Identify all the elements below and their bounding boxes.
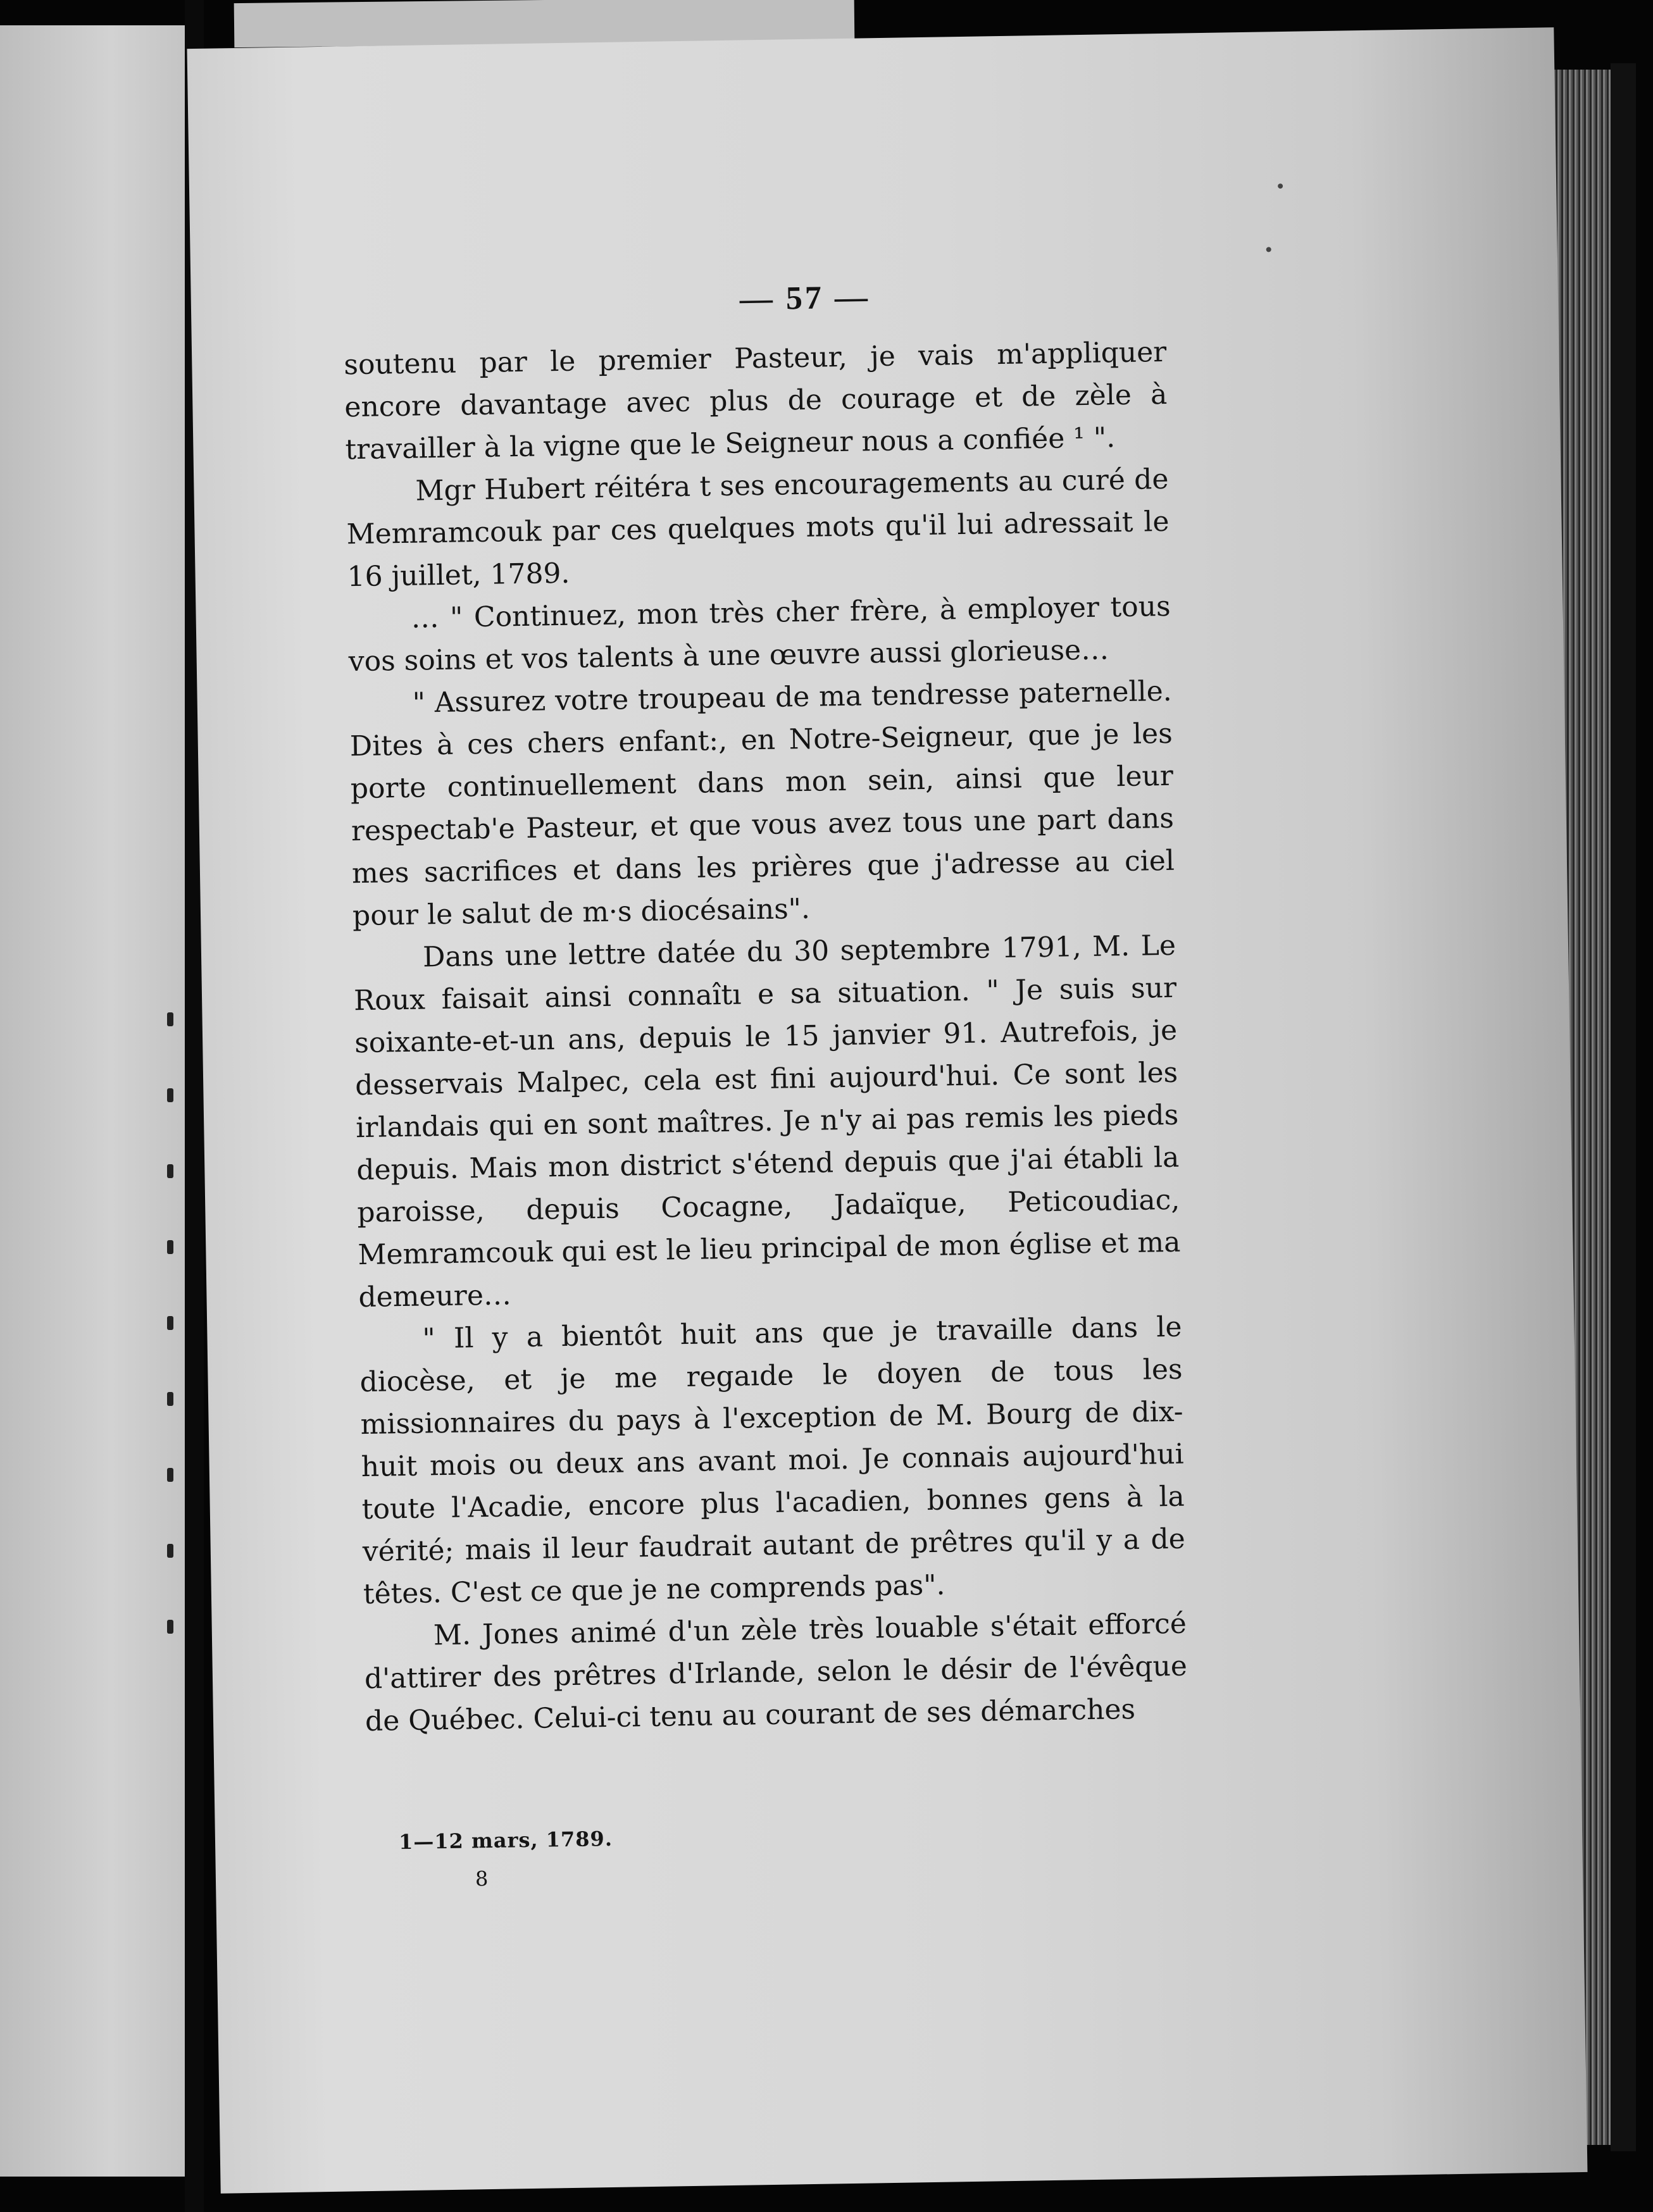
- paragraph: soutenu par le premier Pasteur, je vais m'appliquer encore davantage avec plus de courage et de zèle à travailler à la vigne que le Seigneur nous a confiée ¹ ".: [343, 335, 1168, 466]
- paragraph: " Assurez votre troupeau de ma tendresse paternelle. Dites à ces chers enfant:, en Notre-Seigneur, que je les porte continuellement dans mon sein, ainsi que leur respectab'e Pasteur, et que vous avez tous une part dans mes sacrifices et dans les prières que j'adresse au ciel pour le salut de m·s diocésains".: [349, 674, 1175, 933]
- edge-glyph-mark: [167, 1088, 173, 1102]
- paragraph: … " Continuez, mon très cher frère, à employer tous vos soins et vos talents à une œuvre aussi glorieuse…: [348, 590, 1171, 678]
- left-facing-page-edge: [0, 25, 185, 2177]
- edge-glyph-mark: [167, 1468, 173, 1482]
- page-number: — 57 —: [739, 279, 871, 318]
- edge-glyph-mark: [167, 1316, 173, 1330]
- book-page: [187, 27, 1588, 2194]
- paragraph: " Il y a bientôt huit ans que je travaille dans le diocèse, et je me regaıde le doyen de tous les missionnaires du pays à l'exception de M. Bourg de dix-huit mois ou deux ans avant moi. Je connais aujourd'hui toute l'Acadie, encore plus l'acadien, bonnes gens à la vérité; mais il leur faudrait autant de prêtres qu'il y a de têtes. C'est ce que je ne comprends pas".: [359, 1310, 1186, 1611]
- paragraph: M. Jones animé d'un zèle très louable s'était efforcé d'attirer des prêtres d'Irlande, selon le désir de l'évêque de Québec. Celui-ci tenu au courant de ses démarches: [364, 1607, 1188, 1738]
- page-body: [344, 331, 1188, 1743]
- paragraph: Dans une lettre datée du 30 septembre 1791, M. Le Roux faisait ainsi connaîtı e sa situation. " Je suis sur soixante-et-un ans, depuis le 15 janvier 91. Autrefois, je desservais Malpec, cela est fini aujourd'hui. Ce sont les irlandais qui en sont maîtres. Je n'y ai pas remis les pieds depuis. Mais mon district s'étend depuis que j'ai établi la paroisse, depuis Cocagne, Jadaïque, Peticoudiac, Memramcouk qui est le lieu principal de mon église et ma demeure…: [353, 929, 1181, 1314]
- edge-glyph-mark: [167, 1392, 173, 1406]
- paragraph: Mgr Hubert réitéra t ses encouragements au curé de Memramcouk par ces quelques mots qu'il lui adressait le 16 juillet, 1789.: [346, 463, 1170, 593]
- edge-glyph-mark: [167, 1544, 173, 1558]
- page-edge-shadow: [1611, 63, 1636, 2151]
- edge-glyph-mark: [167, 1240, 173, 1254]
- specks: [1278, 183, 1283, 189]
- specks: [1266, 247, 1271, 252]
- signature-mark: 8: [475, 1867, 489, 1891]
- edge-glyph-mark: [167, 1620, 173, 1634]
- edge-glyph-mark: [167, 1164, 173, 1178]
- footnote: 1—12 mars, 1789.: [398, 1826, 613, 1855]
- edge-glyph-mark: [167, 1012, 173, 1026]
